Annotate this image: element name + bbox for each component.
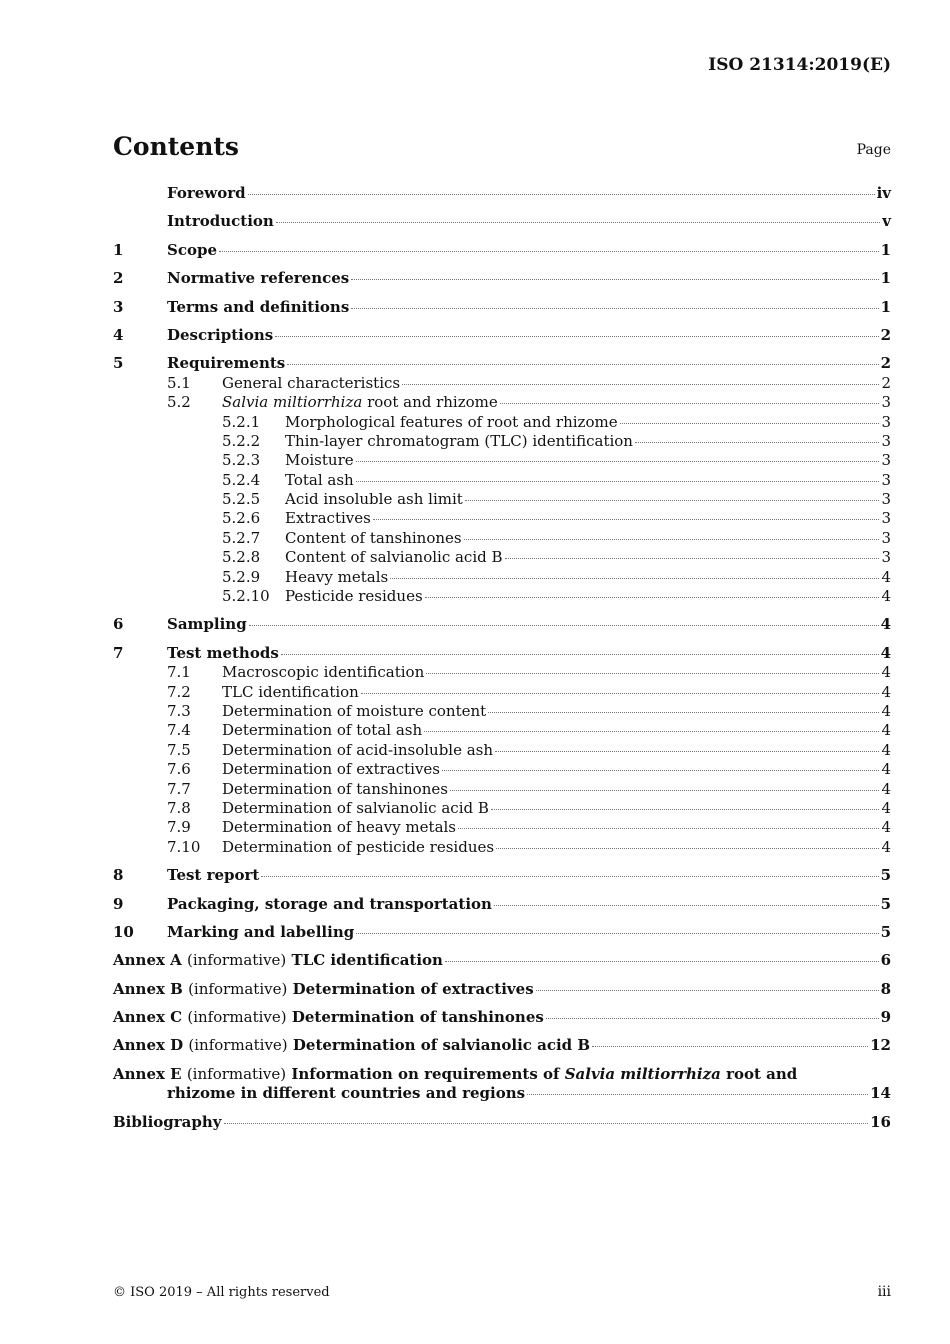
- toc-entry-title[interactable]: Determination of acid-insoluble ash: [222, 740, 494, 759]
- toc-entry-page[interactable]: 4: [881, 663, 891, 682]
- toc-entry-number: 10: [113, 922, 134, 941]
- dot-leader: [249, 625, 879, 626]
- annex-kind: (informative): [188, 1036, 288, 1055]
- dot-leader: [287, 364, 878, 365]
- toc-entry[interactable]: [113, 184, 891, 203]
- bibliography-page[interactable]: 16: [870, 1112, 891, 1131]
- toc-entry-title[interactable]: Total ash: [285, 470, 354, 489]
- annex-title-line2: rhizome in different countries and regions: [167, 1084, 526, 1103]
- toc-entry-title-italic: Salvia miltiorrhiza: [222, 393, 363, 412]
- toc-entry[interactable]: [113, 838, 891, 857]
- dot-leader: [356, 933, 878, 934]
- dot-leader: [536, 990, 879, 991]
- toc-entry-number: 5.2.5: [222, 490, 261, 509]
- toc-entry-number: 4: [113, 325, 124, 344]
- toc-entry-page[interactable]: 3: [881, 509, 891, 528]
- toc-entry-number: 7: [113, 643, 124, 662]
- toc-entry-page[interactable]: 3: [881, 490, 891, 509]
- toc-entry-number: 9: [113, 894, 124, 913]
- toc-entry[interactable]: [113, 529, 891, 548]
- toc-entry[interactable]: [113, 702, 891, 721]
- toc-entry[interactable]: [113, 298, 891, 317]
- dot-leader: [445, 961, 879, 962]
- toc-entry-title[interactable]: Determination of salvianolic acid B: [222, 798, 489, 817]
- toc-entry-page[interactable]: 2: [880, 325, 891, 344]
- toc-entry-title[interactable]: [222, 393, 498, 412]
- toc-entry[interactable]: [113, 587, 891, 606]
- dot-leader: [527, 1094, 868, 1095]
- annex-title: Determination of salvianolic acid B: [292, 1036, 591, 1055]
- dot-leader: [426, 673, 879, 674]
- annex-label: Annex B: [113, 979, 183, 998]
- dot-leader: [224, 1123, 869, 1124]
- page-number: iii: [877, 1284, 891, 1300]
- annex-entry-title[interactable]: [113, 1036, 590, 1055]
- annex-label: Annex E: [113, 1064, 182, 1083]
- annex-title: Information on requirements of: [291, 1064, 565, 1083]
- toc-entry[interactable]: [113, 354, 891, 373]
- toc-entry-title[interactable]: Acid insoluble ash limit: [285, 490, 463, 509]
- toc-entry-page[interactable]: 4: [881, 760, 891, 779]
- annex-entry[interactable]: [113, 1065, 891, 1104]
- toc-entry-number: 6: [113, 615, 124, 634]
- toc-entry-title[interactable]: Sampling: [167, 615, 247, 634]
- dot-leader: [635, 442, 879, 443]
- dot-leader: [450, 790, 880, 791]
- toc-entry[interactable]: [113, 451, 891, 470]
- toc-entry-page[interactable]: 4: [881, 779, 891, 798]
- toc-entry[interactable]: [113, 548, 891, 567]
- dot-leader: [361, 693, 880, 694]
- toc-entry-page[interactable]: 3: [881, 412, 891, 431]
- toc-entry-page[interactable]: 3: [881, 548, 891, 567]
- annex-entry[interactable]: [113, 951, 891, 970]
- annex-entry[interactable]: [113, 1008, 891, 1027]
- toc-entry-number: 7.3: [167, 701, 191, 720]
- toc-entry-page[interactable]: 3: [881, 470, 891, 489]
- toc-entry[interactable]: [113, 895, 891, 914]
- dot-leader: [496, 848, 879, 849]
- dot-leader: [390, 578, 879, 579]
- dot-leader: [546, 1018, 879, 1019]
- annex-entry-page[interactable]: 6: [880, 951, 891, 970]
- annex-label: Annex A: [113, 951, 182, 970]
- dot-leader: [491, 809, 880, 810]
- toc-entry-title[interactable]: Scope: [167, 240, 218, 259]
- toc-entry-title[interactable]: Requirements: [167, 354, 286, 373]
- annex-entry-line2: [113, 1084, 891, 1103]
- toc-entry[interactable]: [113, 393, 891, 412]
- toc-entry[interactable]: [113, 374, 891, 393]
- toc-entry-page[interactable]: 4: [881, 837, 891, 856]
- toc-entry-number: 5.2.1: [222, 412, 261, 431]
- toc-entry-title[interactable]: Morphological features of root and rhizome: [285, 412, 618, 431]
- toc-entry-page[interactable]: 3: [881, 393, 891, 412]
- toc-entry-title[interactable]: Descriptions: [167, 325, 274, 344]
- toc-entry-page[interactable]: 4: [881, 798, 891, 817]
- toc-entry[interactable]: [113, 509, 891, 528]
- toc-entry-number: 5.2.6: [222, 509, 261, 528]
- toc-entry-title[interactable]: Determination of heavy metals: [222, 818, 457, 837]
- toc-entry-number: 5: [113, 354, 124, 373]
- dot-leader: [458, 828, 879, 829]
- toc-entry[interactable]: [113, 269, 891, 288]
- dot-leader: [351, 279, 878, 280]
- toc-entry-number: 5.2.10: [222, 587, 270, 606]
- annex-title: Determination of tanshinones: [291, 1008, 544, 1027]
- dot-leader: [276, 222, 880, 223]
- dot-leader: [464, 539, 880, 540]
- dot-leader: [373, 519, 880, 520]
- toc-entry-page[interactable]: 5: [880, 894, 891, 913]
- dot-leader: [356, 461, 880, 462]
- dot-leader: [248, 194, 875, 195]
- toc-entry-number: 8: [113, 866, 124, 885]
- toc-entry-page[interactable]: 4: [881, 740, 891, 759]
- toc-entry[interactable]: [113, 615, 891, 634]
- annex-entry-title[interactable]: [113, 951, 443, 970]
- toc-entry-title[interactable]: Pesticide residues: [285, 587, 423, 606]
- toc-entry-number: 7.4: [167, 721, 191, 740]
- dot-leader: [620, 423, 880, 424]
- toc-entry[interactable]: [113, 780, 891, 799]
- toc-entry[interactable]: [113, 326, 891, 345]
- annex-entry-line1: [113, 1065, 891, 1084]
- page-title: Contents: [113, 132, 240, 161]
- dot-leader: [488, 712, 879, 713]
- toc-entry[interactable]: [113, 432, 891, 451]
- table-of-contents: [113, 184, 891, 1132]
- dot-leader: [281, 654, 879, 655]
- dot-leader: [219, 251, 879, 252]
- toc-entry-title[interactable]: Introduction: [167, 212, 274, 231]
- toc-entry-number: 3: [113, 297, 124, 316]
- page-column-label: Page: [856, 142, 891, 158]
- dot-leader: [275, 336, 878, 337]
- toc-entry-page[interactable]: 4: [881, 682, 891, 701]
- dot-leader: [261, 876, 878, 877]
- toc-entry[interactable]: [113, 683, 891, 702]
- annex-entry-page[interactable]: 12: [870, 1036, 891, 1055]
- toc-entry-number: 2: [113, 269, 124, 288]
- toc-entry-number: 5.2.8: [222, 548, 261, 567]
- toc-entry-page[interactable]: 1: [880, 269, 891, 288]
- toc-entry-title[interactable]: Foreword: [167, 184, 246, 202]
- toc-entry-number: 7.10: [167, 837, 201, 856]
- dot-leader: [356, 481, 880, 482]
- toc-entry-title[interactable]: Packaging, storage and transportation: [167, 894, 492, 913]
- toc-entry-number: 7.6: [167, 760, 191, 779]
- toc-entry-number: 7.9: [167, 818, 191, 837]
- annex-kind: (informative): [187, 951, 287, 970]
- toc-entry-page[interactable]: 1: [880, 297, 891, 316]
- toc-entry-title[interactable]: Marking and labelling: [167, 922, 355, 941]
- toc-entry-number: 5.2.9: [222, 567, 261, 586]
- annex-kind: (informative): [187, 1008, 287, 1027]
- document-id: ISO 21314:2019(E): [708, 55, 891, 75]
- toc-entry[interactable]: [113, 663, 891, 682]
- annex-entry-page[interactable]: 9: [880, 1008, 891, 1027]
- toc-entry-number: 5.2.4: [222, 470, 261, 489]
- toc-entry-title[interactable]: Normative references: [167, 269, 350, 288]
- toc-entry-number: 7.5: [167, 740, 191, 759]
- annex-title: TLC identification: [291, 951, 443, 970]
- toc-entry-title[interactable]: Macroscopic identification: [222, 663, 425, 682]
- toc-entry-page[interactable]: 4: [881, 587, 891, 606]
- toc-entry[interactable]: [113, 413, 891, 432]
- toc-entry-page[interactable]: 5: [880, 866, 891, 885]
- toc-entry-title[interactable]: Determination of pesticide residues: [222, 837, 495, 856]
- toc-entry[interactable]: [113, 923, 891, 942]
- dot-leader: [500, 403, 880, 404]
- toc-entry-title[interactable]: Content of tanshinones: [285, 528, 462, 547]
- dot-leader: [442, 770, 879, 771]
- annex-entry-title[interactable]: [113, 1008, 544, 1027]
- toc-entry[interactable]: [113, 818, 891, 837]
- toc-entry[interactable]: [113, 490, 891, 509]
- toc-entry-number: 7.7: [167, 779, 191, 798]
- toc-entry-title[interactable]: TLC identification: [222, 682, 359, 701]
- toc-entry-page[interactable]: 5: [880, 922, 891, 941]
- toc-entry-title[interactable]: General characteristics: [222, 373, 401, 392]
- toc-entry[interactable]: [113, 644, 891, 663]
- toc-entry-page[interactable]: v: [882, 212, 891, 231]
- annex-label: Annex D: [113, 1036, 184, 1055]
- bibliography-entry[interactable]: [113, 1113, 891, 1132]
- dot-leader: [402, 384, 879, 385]
- toc-entry[interactable]: [113, 568, 891, 587]
- toc-entry-title[interactable]: Determination of total ash: [222, 721, 423, 740]
- toc-entry-page[interactable]: 1: [880, 240, 891, 259]
- toc-entry-number: 7.2: [167, 682, 191, 701]
- annex-entry-page[interactable]: 8: [880, 979, 891, 998]
- toc-entry-title[interactable]: Moisture: [285, 451, 354, 470]
- toc-entry-number: 1: [113, 240, 124, 259]
- toc-entry-title-rest: root and rhizome: [362, 393, 498, 412]
- dot-leader: [505, 558, 880, 559]
- toc-entry-title[interactable]: Determination of tanshinones: [222, 779, 448, 798]
- annex-title-rest: root and: [720, 1064, 798, 1083]
- dot-leader: [494, 905, 879, 906]
- toc-entry[interactable]: [113, 866, 891, 885]
- toc-entry-title[interactable]: Determination of extractives: [222, 760, 440, 779]
- dot-leader: [424, 731, 879, 732]
- annex-title: Determination of extractives: [292, 979, 534, 998]
- toc-entry-title[interactable]: Test report: [167, 866, 260, 885]
- toc-entry-page[interactable]: 3: [881, 431, 891, 450]
- toc-entry-title[interactable]: Extractives: [285, 509, 371, 528]
- toc-entry-title[interactable]: Terms and definitions: [167, 297, 350, 316]
- toc-entry-page[interactable]: 3: [881, 528, 891, 547]
- dot-leader: [465, 500, 880, 501]
- toc-entry-title[interactable]: Content of salvianolic acid B: [285, 548, 503, 567]
- toc-entry-page[interactable]: 4: [881, 721, 891, 740]
- toc-entry-page[interactable]: 4: [881, 567, 891, 586]
- toc-entry-title[interactable]: Test methods: [167, 643, 279, 662]
- toc-entry[interactable]: [113, 760, 891, 779]
- annex-entry-page[interactable]: 14: [870, 1084, 891, 1103]
- annex-kind: (informative): [186, 1064, 287, 1083]
- toc-entry[interactable]: [113, 721, 891, 740]
- toc-entry-page[interactable]: 4: [881, 701, 891, 720]
- toc-entry-page[interactable]: 3: [881, 451, 891, 470]
- annex-title-italic: Salvia miltiorrhiza: [564, 1064, 721, 1083]
- annex-kind: (informative): [188, 979, 288, 998]
- toc-entry[interactable]: [113, 471, 891, 490]
- toc-entry-page[interactable]: 2: [881, 373, 891, 392]
- toc-entry[interactable]: [113, 241, 891, 260]
- copyright-notice: © ISO 2019 – All rights reserved: [113, 1285, 330, 1300]
- toc-entry-number: 7.8: [167, 798, 191, 817]
- toc-entry-number: 5.2: [167, 393, 191, 412]
- toc-entry-page[interactable]: 2: [880, 354, 891, 373]
- toc-entry-title[interactable]: Thin-layer chromatogram (TLC) identification: [285, 431, 633, 450]
- toc-entry-page[interactable]: 4: [881, 818, 891, 837]
- toc-entry[interactable]: [113, 799, 891, 818]
- toc-entry-page[interactable]: 4: [880, 615, 891, 634]
- annex-entry[interactable]: [113, 1036, 891, 1055]
- dot-leader: [425, 597, 880, 598]
- toc-entry[interactable]: [113, 741, 891, 760]
- toc-entry-number: 5.2.3: [222, 451, 261, 470]
- annex-label: Annex C: [113, 1008, 183, 1027]
- toc-entry[interactable]: [113, 212, 891, 231]
- toc-entry-number: 5.2.7: [222, 528, 261, 547]
- toc-entry-title[interactable]: Determination of moisture content: [222, 701, 487, 720]
- annex-entry-title[interactable]: [113, 980, 534, 999]
- toc-entry-page[interactable]: iv: [876, 184, 891, 202]
- toc-entry-title[interactable]: Heavy metals: [285, 567, 389, 586]
- toc-entry-number: 5.1: [167, 373, 191, 392]
- toc-entry-number: 7.1: [167, 663, 191, 682]
- toc-entry-page[interactable]: 4: [880, 643, 891, 662]
- dot-leader: [495, 751, 879, 752]
- dot-leader: [592, 1046, 868, 1047]
- annex-entry[interactable]: [113, 980, 891, 999]
- bibliography-title[interactable]: Bibliography: [113, 1112, 222, 1131]
- dot-leader: [351, 308, 878, 309]
- toc-entry-number: 5.2.2: [222, 431, 261, 450]
